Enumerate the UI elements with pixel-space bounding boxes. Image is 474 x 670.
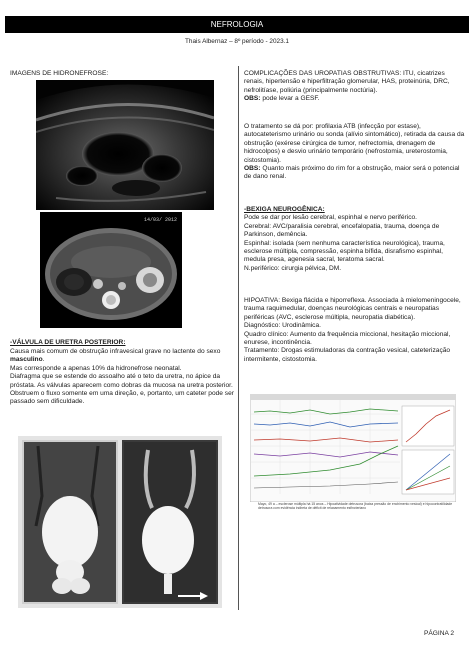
valve-line-2: Mas corresponde a apenas 10% da hidronefrose neonatal. xyxy=(10,364,182,372)
hydronephrosis-ultrasound-image xyxy=(36,80,214,210)
obstructive-uropathy-complications xyxy=(244,70,466,104)
xray-graphic xyxy=(18,436,222,608)
ultrasound-graphic xyxy=(36,80,214,210)
neurogenic-bladder-section xyxy=(244,206,466,273)
ct-graphic xyxy=(40,212,182,328)
hypo-line-3: Quadro clínico: Aumento da frequência miccional, hesitação miccional, enurese, incontinência. xyxy=(244,330,451,347)
treatment-text: O tratamento se dá por: profilaxia ATB (infecção por estase), autocateterismo urinário ou sonda (alívio sintomático), retirada da causa da obstrução (exérese cirúrgica de tumor, nefrectomia, drenagem de hidrocolpos) e desvio urinário temporário (nefrostomia, ureterostomia, cistostomia). xyxy=(244,123,465,164)
urodynamics-tracing-image xyxy=(250,394,456,518)
valve-line-4: Obstruem o fluxo somente em uma direção, e, portanto, um cateter pode ser passado sem dificuldade. xyxy=(10,390,234,406)
bladder-line-4: N.periférico: cirurgia pélvica, DM. xyxy=(244,264,342,272)
hypoactive-bladder-section xyxy=(244,297,466,364)
urodynamics-caption: Mayo, 49 a – esclerose múltipla há 15 anos – Hipoatividade detrusora (baixa pressão de enchimento vesical) e hipocontratilidade detrusora com evidência indireta de déficit de relaxamento esfincteriano xyxy=(258,502,453,511)
hydronephrosis-ct-image xyxy=(40,212,182,328)
document-title-bar xyxy=(5,16,469,33)
obs-obstruction: OBS: Quanto mais próximo do rim for a obstrução, maior será o potencial de dano renal. xyxy=(244,165,460,181)
urodynamics-graphic xyxy=(250,394,456,502)
treatment-section xyxy=(244,123,466,182)
hypo-line-1: HIPOATIVA: Bexiga flácida e hiporreflexa. Associada à mielomeningocele, trauma raquimedular, doenças neurológicas centrais e neuropatias periféricas (AVC, esclerose múltipla, neuropatia diabética). xyxy=(244,297,461,321)
hypo-line-2: Diagnóstico: Urodinâmica. xyxy=(244,322,321,330)
valve-line-1: Causa mais comum de obstrução infravesical grave no lactente do sexo masculino. xyxy=(10,348,221,364)
document-title: NEFROLOGIA xyxy=(210,20,264,29)
images-heading: IMAGENS DE HIDRONEFROSE: xyxy=(10,70,109,77)
page-number: PÁGINA 2 xyxy=(423,630,454,637)
obs-gesf: OBS: pode levar a GESF. xyxy=(244,95,320,103)
voiding-cystourethrogram-image xyxy=(18,436,222,608)
complications-text: COMPLICAÇÕES DAS UROPATIAS OBSTRUTIVAS: ITU, cicatrizes renais, hipertensão e hiperfiltração glomerular, HAS, proteinúria, DRC, nefrolitíase, poliúria (principalmente noctúria). xyxy=(244,70,450,94)
posterior-urethral-valve-text xyxy=(10,348,236,407)
column-divider xyxy=(238,66,239,610)
neurogenic-bladder-heading: -BEXIGA NEUROGÊNICA: xyxy=(244,206,325,213)
bladder-line-1: Pode se dar por lesão cerebral, espinhal e nervo periférico. xyxy=(244,214,418,222)
bladder-line-2: Cerebral: AVC/paralisia cerebral, encefalopatia, trauma, doença de Parkinson, demência. xyxy=(244,222,440,239)
ct-date-label: 14/03/ 2012 xyxy=(144,217,178,223)
author-subtitle: Thais Albernaz – 8º período - 2023.1 xyxy=(185,38,289,45)
valve-line-3: Diafragma que se estende do assoalho até o teto da uretra, no ápice da próstata. As válvulas aparecem como dobras da mucosa na uretra posterior. xyxy=(10,373,233,389)
hypo-line-4: Tratamento: Drogas estimuladoras da contração vesical, cateterização intermitente, cistostomia. xyxy=(244,347,451,363)
posterior-urethral-valve-heading: -VÁLVULA DE URETRA POSTERIOR: xyxy=(10,339,126,346)
bladder-line-3: Espinhal: isolada (sem nenhuma característica neurológica), trauma, esclerose múltipla, compressão, espinha bífida, disrafismo espinhal, medula presa, agenesia sacral, teratoma sacral. xyxy=(244,239,445,264)
